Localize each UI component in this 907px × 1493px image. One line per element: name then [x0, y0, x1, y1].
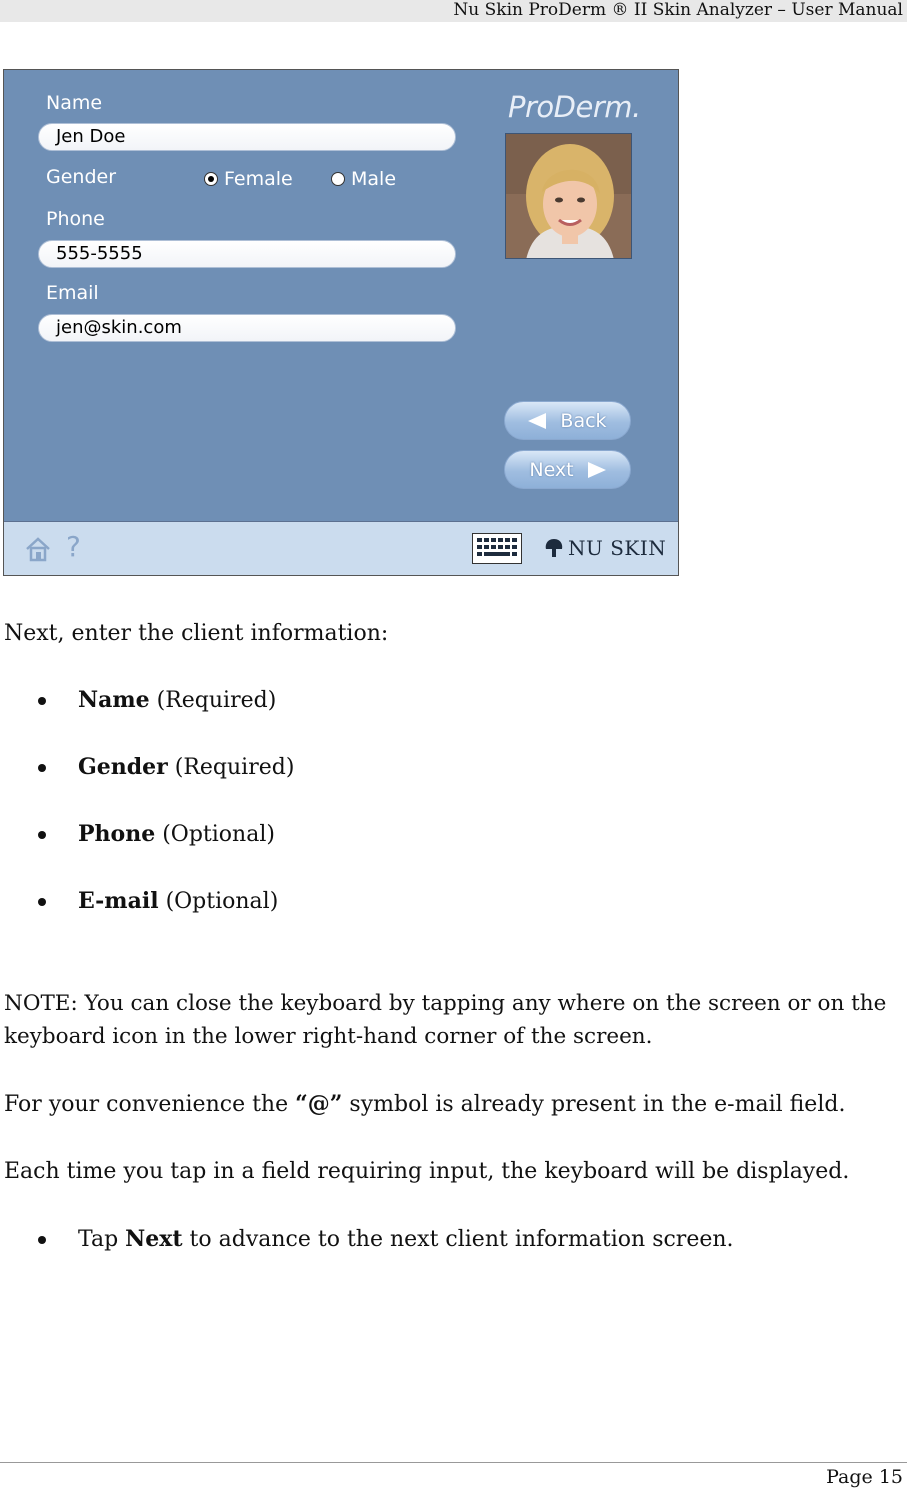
next-button-label: Next: [529, 458, 574, 481]
page-number: Page 15: [826, 1466, 903, 1488]
at-note-after: symbol is already present in the e-mail field.: [342, 1092, 846, 1117]
tap-next-bold: Next: [125, 1226, 183, 1252]
tap-next-after: to advance to the next client information screen.: [182, 1227, 734, 1252]
keyboard-icon[interactable]: [472, 533, 522, 564]
gender-female-radio[interactable]: [204, 168, 293, 190]
field-name: Phone: [78, 821, 156, 847]
email-label: Email: [46, 282, 99, 304]
bullet-icon: [38, 1236, 46, 1244]
next-arrow-icon: [588, 462, 606, 478]
name-input[interactable]: Jen Doe: [38, 123, 456, 151]
bullet-icon: [38, 697, 46, 705]
field-name: Name: [78, 687, 150, 713]
keyboard-close-note: NOTE: You can close the keyboard by tapping any where on the screen or on the keyboard icon in the lower right-hand corner of the screen.: [4, 991, 887, 1049]
radio-unselected-icon: [331, 172, 345, 186]
at-symbol: “@”: [295, 1091, 343, 1117]
field-name: E-mail: [78, 888, 159, 914]
bullet-icon: [38, 831, 46, 839]
gender-male-radio[interactable]: [331, 168, 396, 190]
female-option-label: Female: [224, 168, 293, 190]
bottom-toolbar: [4, 521, 678, 576]
back-arrow-icon: [528, 413, 546, 429]
field-requirement: (Required): [174, 755, 295, 780]
nu-skin-logo: [544, 536, 666, 560]
page-header: [0, 0, 907, 22]
at-note-before: For your convenience the: [4, 1092, 296, 1117]
client-info-screenshot: [3, 69, 679, 576]
bullet-icon: [38, 764, 46, 772]
field-requirement: (Optional): [162, 822, 275, 847]
field-requirement: (Required): [156, 688, 277, 713]
home-icon[interactable]: [24, 536, 52, 562]
manual-title: Nu Skin ProDerm ® II Skin Analyzer – User Manual: [453, 0, 903, 20]
client-portrait-image: [506, 134, 632, 259]
male-option-label: Male: [351, 168, 397, 190]
keyboard-display-note: Each time you tap in a field requiring input, the keyboard will be displayed.: [4, 1159, 850, 1184]
help-icon[interactable]: ?: [66, 530, 81, 563]
field-name: Gender: [78, 754, 168, 780]
phone-label: Phone: [46, 208, 105, 230]
at-symbol-note: [4, 1088, 899, 1121]
radio-selected-icon: [204, 172, 218, 186]
gender-label: Gender: [46, 166, 117, 188]
nu-skin-tree-icon: [544, 537, 564, 559]
back-button-label: Back: [560, 409, 607, 432]
email-input[interactable]: jen@skin.com: [38, 314, 456, 342]
back-button[interactable]: [504, 401, 631, 440]
proderm-logo: ProDerm.: [508, 90, 641, 124]
next-button[interactable]: [504, 450, 631, 489]
client-info-form: [4, 70, 678, 521]
nu-skin-logo-text: NU SKIN: [568, 536, 667, 560]
intro-text: Next, enter the client information:: [4, 621, 389, 646]
name-label: Name: [46, 92, 103, 114]
bullet-icon: [38, 898, 46, 906]
tap-next-before: Tap: [78, 1227, 126, 1252]
keyboard-keys-graphic: [473, 534, 521, 563]
phone-input[interactable]: 555-5555: [38, 240, 456, 268]
client-photo: [505, 133, 632, 259]
field-requirement: (Optional): [165, 889, 279, 914]
footer-divider: [0, 1462, 907, 1463]
